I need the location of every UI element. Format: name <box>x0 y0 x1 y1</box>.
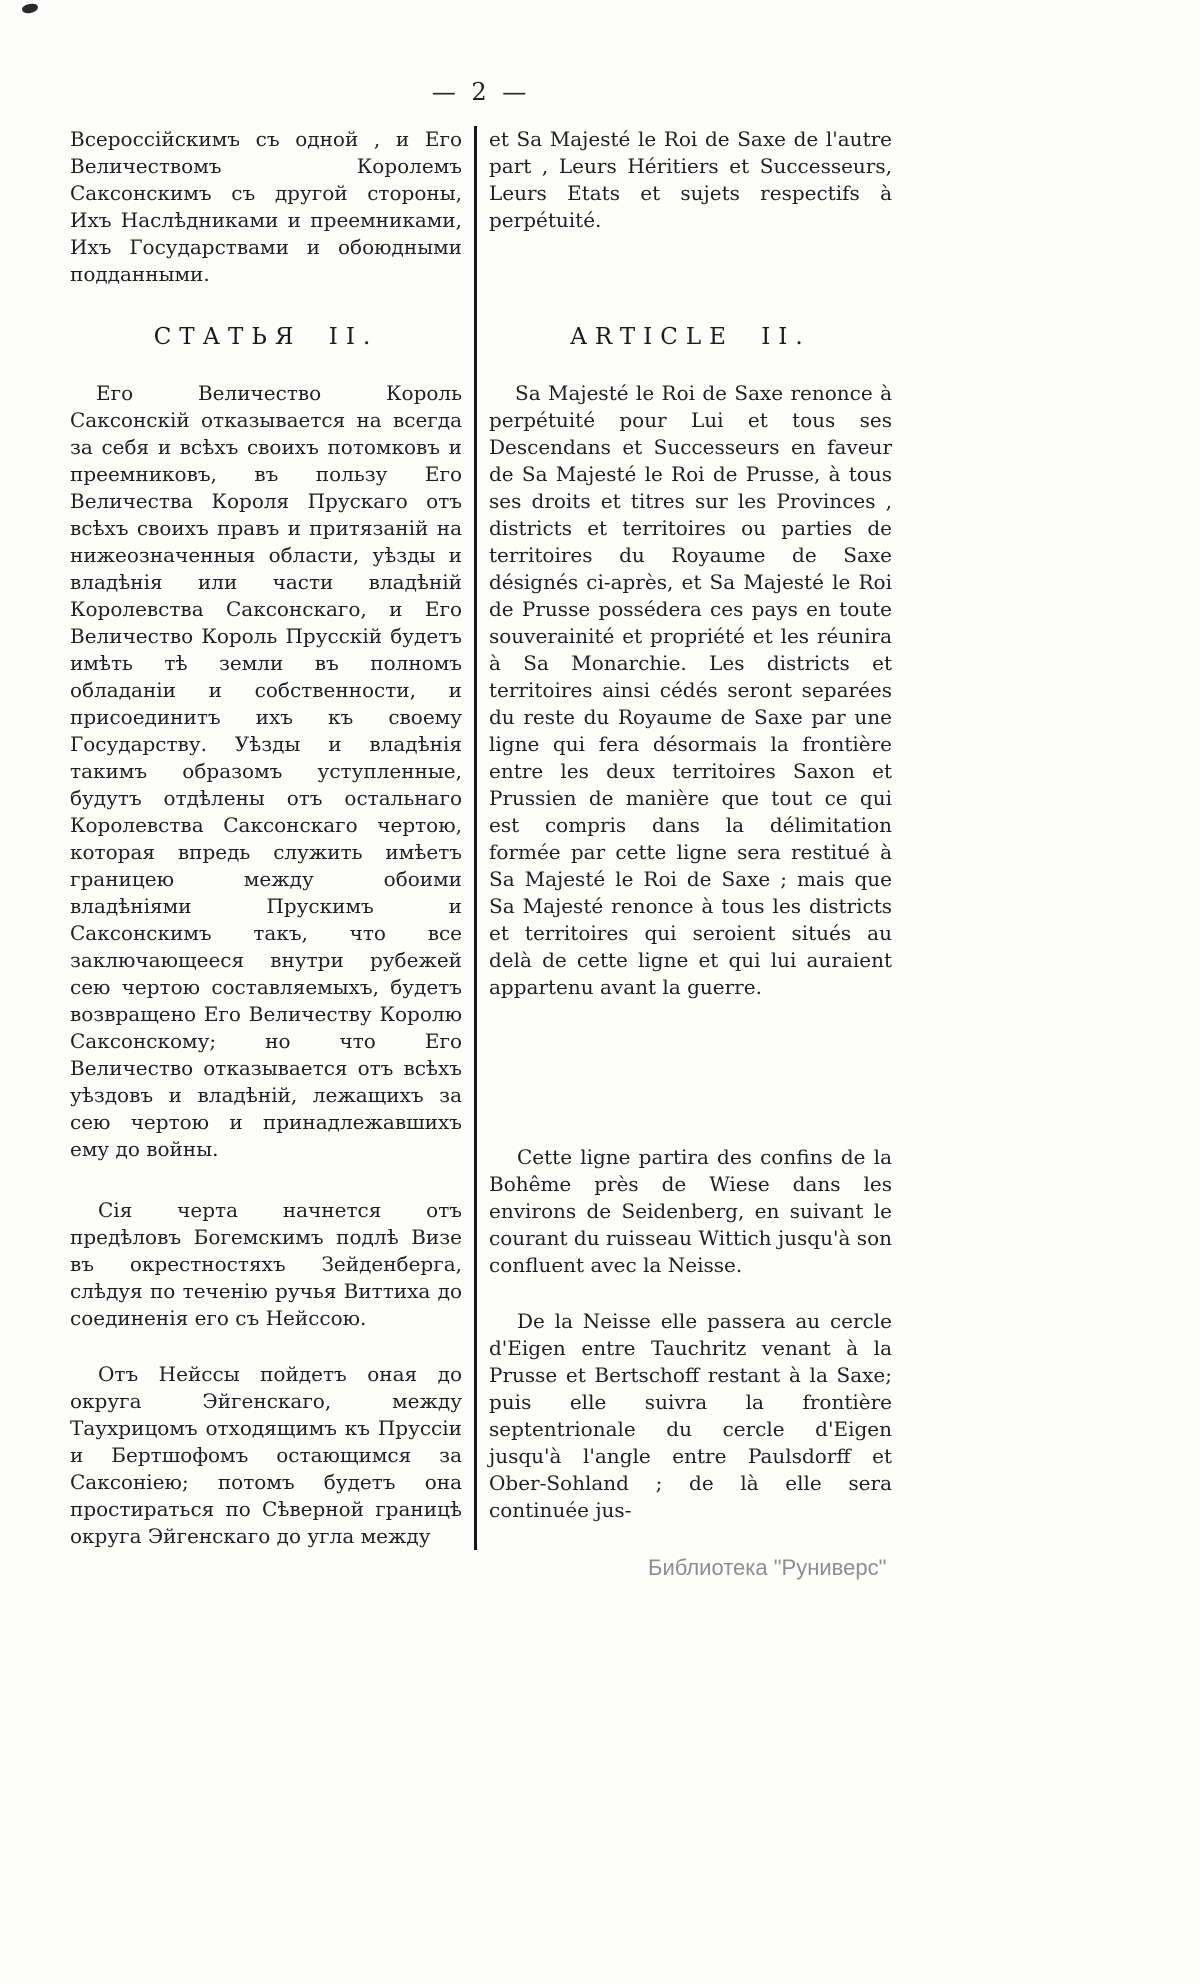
boundary-continuation-paragraph-fr: De la Neisse elle passera au cercle d'Eigen entre Tauchritz venant à la Prusse et Bertschoff restant à la Saxe; puis elle suivra la frontière septentrionale du cercle d'Eigen jusqu'à l'angle entre Paulsdorff et Ober-Sohland ; de là elle sera continuée jus- <box>489 1309 892 1522</box>
russian-column <box>70 126 462 1550</box>
boundary-start-paragraph-fr: Cette ligne partira des confins de la Bohême près de Wiese dans les environs de Seidenberg, en suivant le courant du ruisseau Wittich jusqu'à son confluent avec la Neisse. <box>489 1145 892 1277</box>
french-column <box>489 126 892 1550</box>
article-body-paragraph-fr: Sa Majesté le Roi de Saxe renonce à perpétuité pour Lui et tous ses Descendans et Successeurs en faveur de Sa Majesté le Roi de Prusse, à tous ses droits et titres sur les Provinces , districts et territoires ou parties de territoires du Royaume de Saxe désignés ci-après, et Sa Majesté le Roi de Prusse possédera ces pays en toute souverainité et propriété et les réunira à Sa Monarchie. Les districts et territoires ainsi cédés seront separées du reste du Royaume de Saxe par une ligne qui fera désormais la frontière entre les deux territoires Saxon et Prussien de manière que tout ce qui est compris dans la délimitation formée par cette ligne sera restitué à Sa Majesté le Roi de Saxe ; mais que Sa Majesté renonce à tous les districts et territoires qui seroient situés au delà de cette ligne et qui lui auraient appartenu avant la guerre. <box>489 381 892 999</box>
intro-paragraph-fr: et Sa Majesté le Roi de Saxe de l'autre part , Leurs Héritiers et Successeurs, Leurs Etats et sujets respectifs à perpétuité. <box>489 127 892 232</box>
two-column-text-block <box>70 126 892 1550</box>
scan-artifact <box>21 3 38 14</box>
boundary-continuation-paragraph-ru: Отъ Нейссы пойдетъ оная до округа Эйгенскаго, между Таухрицомъ отходящимъ къ Пруссіи и Бертшофомъ остающимся за Саксоніею; потомъ будетъ она простираться по Сѣверной границѣ округа Эйгенскаго до угла между <box>70 1362 462 1548</box>
page-number: — 2 — <box>431 78 531 106</box>
boundary-start-paragraph-ru: Сія черта начнется отъ предѣловъ Богемскимъ подлѣ Визе въ окрестностяхъ Зейденберга, слѣдуя по теченію ручья Виттиха до соединенія его съ Нейссою. <box>70 1198 462 1330</box>
library-watermark: Библиотека "Руниверс" <box>648 1555 887 1580</box>
column-divider-rule <box>474 126 477 1550</box>
article-body-paragraph-ru: Его Величество Король Саксонскій отказывается на всегда за себя и всѣхъ своихъ потомковъ и преемниковъ, въ пользу Его Величества Короля Прускаго отъ всѣхъ своихъ правъ и притязаній на нижеозначенныя области, уѣзды и владѣнія или части владѣній Королевства Саксонскаго, и Его Величество Король Прусскій будетъ имѣть тѣ земли въ полномъ обладаніи и собственности, и присоединитъ ихъ къ своему Государству. Уѣзды и владѣнія такимъ образомъ уступленные, будутъ отдѣлены отъ остальнаго Королевства Саксонскаго чертою, которая впредь служить имѣетъ границею между обоими владѣніями Прускимъ и Саксонскимъ такъ, что все заключающееся внутри рубежей сею чертою составляемыхъ, будетъ возвращено Его Величеству Королю Саксонскому; но что Его Величество отказывается отъ всѣхъ уѣздовъ и владѣній, лежащихъ за сею чертою и принадлежавшихъ ему до войны. <box>70 381 462 1161</box>
intro-paragraph-ru: Всероссійскимъ съ одной , и Его Величествомъ Королемъ Саксонскимъ съ другой стороны, Ихъ Наслѣдниками и преемниками, Ихъ Государствами и обоюдными подданными. <box>70 127 462 286</box>
article-heading-ru: СТАТЬЯ II. <box>153 324 379 350</box>
article-heading-fr: ARTICLE II. <box>570 324 811 350</box>
